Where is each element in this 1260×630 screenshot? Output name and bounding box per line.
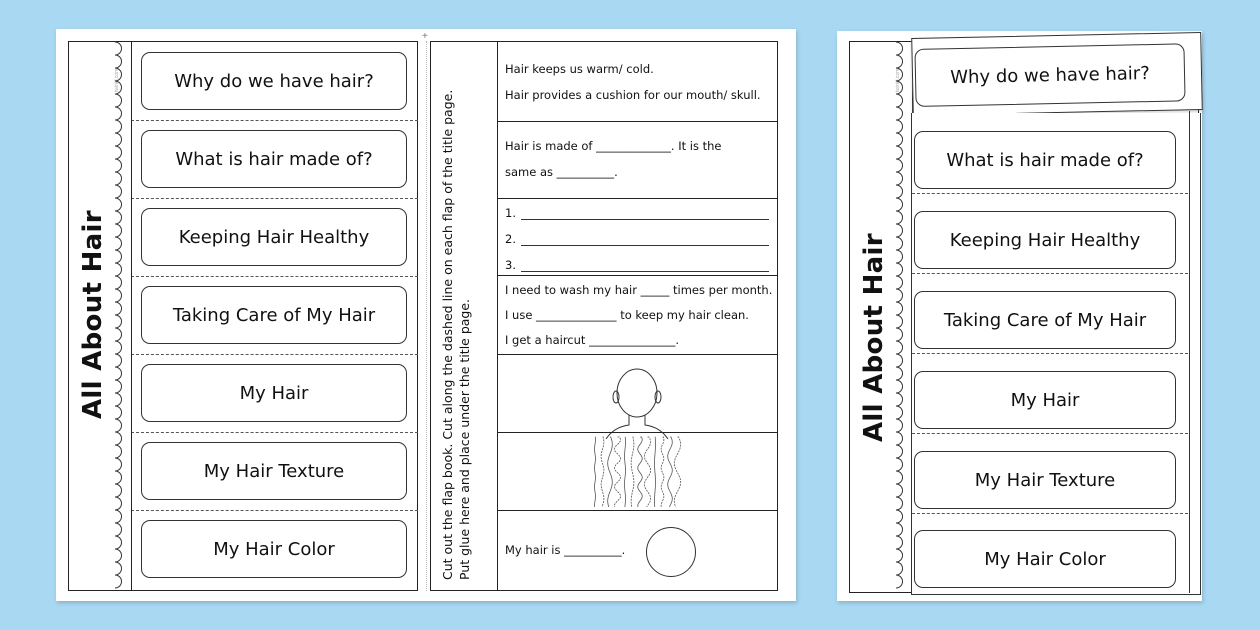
care-line-3: I get a haircut _______________. bbox=[505, 333, 679, 347]
flap-row[interactable] bbox=[131, 510, 418, 590]
why-line-2: Hair provides a cushion for our mouth/ skull. bbox=[505, 88, 761, 102]
fold-line bbox=[426, 41, 427, 591]
care-line-2: I use ______________ to keep my hair clean. bbox=[505, 308, 749, 322]
flap-label: Keeping Hair Healthy bbox=[914, 211, 1176, 269]
flap-row[interactable] bbox=[131, 432, 418, 510]
hair-strand bbox=[674, 437, 680, 507]
flap-row[interactable] bbox=[912, 353, 1188, 433]
flap-list bbox=[131, 42, 418, 590]
flap-label: My Hair bbox=[141, 364, 407, 422]
section-why-hair bbox=[498, 42, 777, 121]
answer-line[interactable] bbox=[521, 245, 769, 246]
why-line-1: Hair keeps us warm/ cold. bbox=[505, 62, 654, 76]
healthy-item-3: 3. bbox=[505, 258, 516, 272]
flap-label: My Hair Color bbox=[141, 520, 407, 578]
healthy-item-2: 2. bbox=[505, 232, 516, 246]
hair-strand bbox=[614, 437, 620, 507]
flap-label: Why do we have hair? bbox=[141, 52, 407, 110]
flap-label: What is hair made of? bbox=[141, 130, 407, 188]
book-title: All About Hair bbox=[78, 210, 108, 419]
hair-strand bbox=[595, 437, 596, 507]
book-title: All About Hair bbox=[859, 233, 889, 442]
section-care bbox=[498, 275, 777, 354]
flap-row[interactable] bbox=[131, 198, 418, 276]
flap-label: Why do we have hair? bbox=[914, 43, 1185, 107]
title-page bbox=[68, 41, 418, 591]
hair-color-text: My hair is __________. bbox=[505, 543, 626, 557]
flap-divider bbox=[131, 42, 132, 590]
hair-strand bbox=[631, 437, 634, 507]
section-texture bbox=[498, 432, 777, 510]
flap-label: My Hair Texture bbox=[141, 442, 407, 500]
section-color bbox=[498, 510, 777, 590]
flap-row[interactable] bbox=[912, 113, 1200, 193]
made-of-line-1: Hair is made of _____________. It is the bbox=[505, 139, 722, 153]
hair-strand bbox=[625, 437, 626, 507]
section-made-of bbox=[498, 121, 777, 198]
top-flap-lifted[interactable] bbox=[911, 32, 1203, 116]
hair-texture-icon bbox=[589, 435, 689, 509]
flap-label: My Hair Color bbox=[914, 530, 1176, 588]
flap-label: What is hair made of? bbox=[914, 131, 1176, 189]
flap-row[interactable] bbox=[912, 433, 1188, 513]
answer-line[interactable] bbox=[521, 271, 769, 272]
hair-strand bbox=[608, 437, 613, 507]
flap-row[interactable] bbox=[912, 193, 1188, 273]
stacked-flaps bbox=[911, 113, 1201, 595]
flap-label: My Hair bbox=[914, 371, 1176, 429]
flap-label: Taking Care of My Hair bbox=[141, 286, 407, 344]
head-outline-icon bbox=[602, 361, 672, 439]
flap-label: Keeping Hair Healthy bbox=[141, 208, 407, 266]
flap-label: My Hair Texture bbox=[914, 451, 1176, 509]
watermark: twinkl.com bbox=[114, 68, 120, 92]
hair-strand bbox=[638, 437, 643, 507]
flap-row[interactable] bbox=[131, 276, 418, 354]
flap-row[interactable] bbox=[131, 354, 418, 432]
answer-sections bbox=[498, 42, 777, 590]
flap-row[interactable] bbox=[131, 120, 418, 198]
healthy-item-1: 1. bbox=[505, 206, 516, 220]
hair-strand bbox=[661, 437, 664, 507]
flap-row[interactable] bbox=[131, 42, 418, 120]
care-line-1: I need to wash my hair _____ times per month. bbox=[505, 283, 773, 297]
scalloped-border bbox=[894, 42, 910, 592]
flap-row[interactable] bbox=[912, 513, 1188, 595]
scalloped-border bbox=[113, 42, 129, 590]
hair-strand bbox=[655, 437, 656, 507]
folded-flap-book bbox=[837, 31, 1202, 601]
flap-label: Taking Care of My Hair bbox=[914, 291, 1176, 349]
hair-strand bbox=[644, 437, 650, 507]
instructions bbox=[439, 90, 473, 580]
section-healthy-list bbox=[498, 198, 777, 275]
section-my-hair bbox=[498, 354, 777, 432]
flap-row[interactable] bbox=[912, 273, 1188, 353]
instructions-line-1: Cut out the flap book. Cut along the dashed line on each flap of the title page. bbox=[440, 89, 455, 580]
watermark: twinkl.com bbox=[895, 68, 901, 92]
hair-strand bbox=[601, 437, 604, 507]
inner-page bbox=[430, 41, 778, 591]
color-circle[interactable] bbox=[646, 527, 696, 577]
worksheet-spread bbox=[56, 29, 796, 601]
hair-strand bbox=[668, 437, 673, 507]
fold-mark: + bbox=[422, 31, 428, 42]
made-of-line-2: same as __________. bbox=[505, 165, 618, 179]
answer-line[interactable] bbox=[521, 219, 769, 220]
instructions-line-2: Put glue here and place under the title page. bbox=[457, 298, 472, 580]
